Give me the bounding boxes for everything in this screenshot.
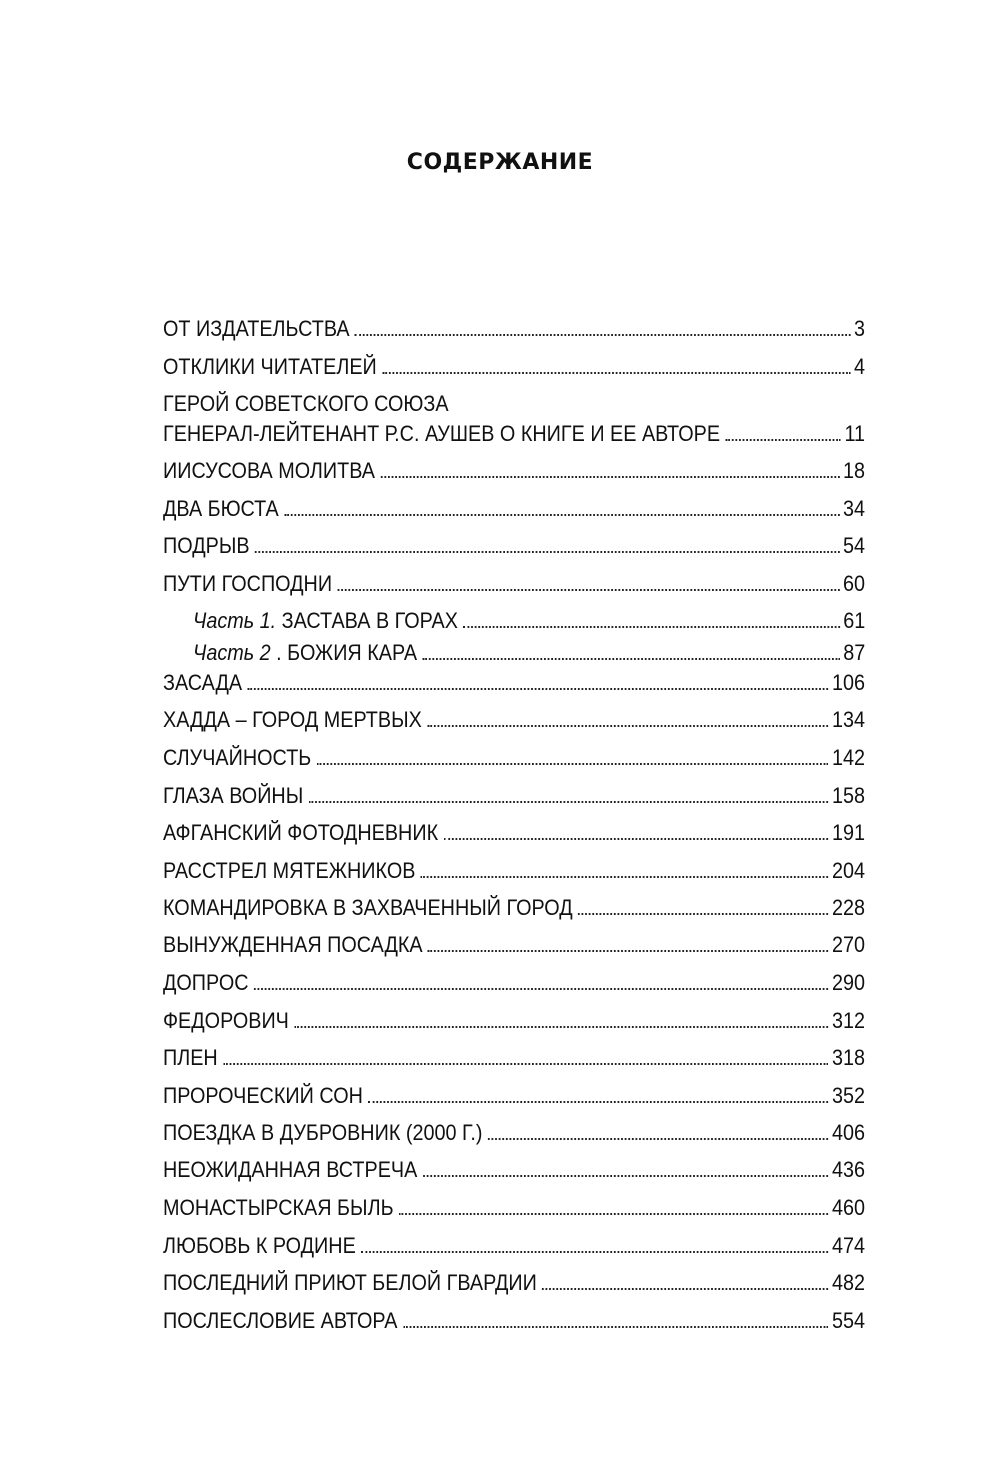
- dot-leader: [422, 658, 839, 660]
- toc-entry[interactable]: [163, 458, 865, 484]
- toc-entry[interactable]: [163, 970, 865, 996]
- toc-entry-label: НЕОЖИДАННАЯ ВСТРЕЧА: [163, 1157, 418, 1182]
- dot-leader: [368, 1101, 828, 1103]
- toc-page-number: 436: [831, 1157, 865, 1182]
- toc-entry-label: ОТ ИЗДАТЕЛЬСТВА: [163, 316, 350, 341]
- toc-page-number: 406: [831, 1120, 865, 1145]
- toc-page-number: 228: [831, 895, 865, 920]
- toc-entry-label: [193, 640, 417, 666]
- dot-leader: [254, 988, 828, 990]
- toc-part-prefix: Часть 1.: [193, 608, 277, 633]
- toc-entry[interactable]: [163, 1045, 865, 1071]
- toc-entry-label: МОНАСТЫРСКАЯ БЫЛЬ: [163, 1195, 394, 1220]
- toc-page-number: 87: [843, 640, 866, 665]
- toc-entry-label: ПОДРЫВ: [163, 533, 250, 558]
- dot-leader: [428, 950, 828, 952]
- toc-page-number: 4: [853, 354, 865, 379]
- dot-leader: [255, 551, 839, 553]
- dot-leader: [542, 1288, 828, 1290]
- toc-entry[interactable]: [163, 820, 865, 846]
- dot-leader: [488, 1138, 829, 1140]
- toc-part-title: . БОЖИЯ КАРА: [270, 640, 418, 665]
- toc-page-number: 106: [831, 670, 865, 695]
- toc-entry[interactable]: [163, 858, 865, 884]
- dot-leader: [421, 876, 829, 878]
- dot-leader: [309, 801, 829, 803]
- toc-page-number: 270: [831, 932, 865, 957]
- toc-entry-label: ОТКЛИКИ ЧИТАТЕЛЕЙ: [163, 354, 377, 379]
- dot-leader: [361, 1251, 828, 1253]
- toc-entry[interactable]: [163, 354, 865, 380]
- toc-entry[interactable]: [163, 670, 865, 696]
- toc-entry[interactable]: [163, 932, 865, 958]
- toc-entry-label: ИИСУСОВА МОЛИТВА: [163, 458, 375, 483]
- dot-leader: [578, 913, 828, 915]
- dot-leader: [355, 334, 850, 336]
- dot-leader: [247, 688, 828, 690]
- toc-entry-label: ЗАСАДА: [163, 670, 243, 695]
- toc-entry-label: АФГАНСКИЙ ФОТОДНЕВНИК: [163, 820, 439, 845]
- toc-entry[interactable]: [163, 421, 865, 447]
- toc-entry[interactable]: [163, 1120, 865, 1146]
- toc-subentry[interactable]: [193, 640, 865, 666]
- dot-leader: [399, 1213, 828, 1215]
- toc-entry[interactable]: [163, 1233, 865, 1259]
- toc-page-number: 3: [853, 316, 865, 341]
- toc-entry-label: ПРОРОЧЕСКИЙ СОН: [163, 1083, 363, 1108]
- toc-page-number: 290: [831, 970, 865, 995]
- toc-entry[interactable]: [163, 496, 865, 522]
- toc-page-number: 191: [831, 820, 865, 845]
- toc-page-number: 352: [831, 1083, 865, 1108]
- toc-page-number: 158: [831, 783, 865, 808]
- toc-entry-label: ПОЕЗДКА В ДУБРОВНИК (2000 Г.): [163, 1120, 483, 1145]
- toc-page-number: 60: [842, 571, 865, 596]
- toc-entry-label: ВЫНУЖДЕННАЯ ПОСАДКА: [163, 932, 423, 957]
- dot-leader: [725, 439, 840, 441]
- toc-page-number: 318: [831, 1045, 865, 1070]
- dot-leader: [284, 514, 839, 516]
- dot-leader: [382, 372, 850, 374]
- dot-leader: [427, 725, 828, 727]
- dot-leader: [444, 838, 829, 840]
- dot-leader: [337, 589, 839, 591]
- toc-page-number: 54: [842, 533, 865, 558]
- toc-entry[interactable]: [163, 533, 865, 559]
- toc-page-number: 34: [842, 496, 865, 521]
- dot-leader: [317, 763, 829, 765]
- toc-entry-label: ХАДДА – ГОРОД МЕРТВЫХ: [163, 707, 422, 732]
- toc-page-number: 554: [831, 1308, 865, 1333]
- toc-entry[interactable]: [163, 1008, 865, 1034]
- toc-entry-label: ПУТИ ГОСПОДНИ: [163, 571, 333, 596]
- toc-entry[interactable]: [163, 1083, 865, 1109]
- toc-entry-label-line1: ГЕРОЙ СОВЕТСКОГО СОЮЗА: [163, 391, 449, 416]
- toc-page-number: 18: [842, 458, 865, 483]
- dot-leader: [294, 1026, 828, 1028]
- toc-page-number: 61: [843, 608, 866, 633]
- toc-entry[interactable]: [163, 783, 865, 809]
- toc-entry-label: ПОСЛЕСЛОВИЕ АВТОРА: [163, 1308, 398, 1333]
- toc-entry-label: ДВА БЮСТА: [163, 496, 279, 521]
- dot-leader: [403, 1326, 829, 1328]
- toc-page-number: 460: [831, 1195, 865, 1220]
- toc-subentry[interactable]: [193, 608, 865, 634]
- toc-entry-label: ЛЮБОВЬ К РОДИНЕ: [163, 1233, 356, 1258]
- toc-page-number: 312: [831, 1008, 865, 1033]
- toc-entry-label: КОМАНДИРОВКА В ЗАХВАЧЕННЫЙ ГОРОД: [163, 895, 573, 920]
- page-title: СОДЕРЖАНИЕ: [406, 150, 594, 175]
- toc-entry[interactable]: [163, 1157, 865, 1183]
- toc-entry-label: ГЛАЗА ВОЙНЫ: [163, 783, 304, 808]
- toc-page-number: 474: [831, 1233, 865, 1258]
- dot-leader: [463, 626, 839, 628]
- toc-part-title: ЗАСТАВА В ГОРАХ: [276, 608, 458, 633]
- toc-entry-label: [193, 608, 458, 634]
- toc-entry-label: СЛУЧАЙНОСТЬ: [163, 745, 312, 770]
- toc-entry-label: ПОСЛЕДНИЙ ПРИЮТ БЕЛОЙ ГВАРДИИ: [163, 1270, 537, 1295]
- dot-leader: [423, 1175, 829, 1177]
- toc-entry[interactable]: [163, 1270, 865, 1296]
- toc-entry[interactable]: [163, 895, 865, 921]
- toc-page-number: 204: [831, 858, 865, 883]
- toc-entry-label: ПЛЕН: [163, 1045, 218, 1070]
- dot-leader: [380, 476, 839, 478]
- toc-entry[interactable]: [163, 1195, 865, 1221]
- toc-entry-label: ДОПРОС: [163, 970, 249, 995]
- toc-entry-label: ГЕНЕРАЛ-ЛЕЙТЕНАНТ Р.С. АУШЕВ О КНИГЕ И ЕЕ АВТОРЕ: [163, 421, 721, 446]
- toc-page-number: 482: [831, 1270, 865, 1295]
- toc-entry[interactable]: [163, 745, 865, 771]
- toc-page-number: 134: [831, 707, 865, 732]
- toc-entry-label: ФЕДОРОВИЧ: [163, 1008, 289, 1033]
- toc-part-prefix: Часть 2: [193, 640, 271, 665]
- toc-entry[interactable]: [163, 707, 865, 733]
- toc-entry[interactable]: [163, 571, 865, 597]
- dot-leader: [223, 1063, 828, 1065]
- toc-entry[interactable]: [163, 316, 865, 342]
- toc-page-number: 11: [844, 421, 865, 446]
- toc-entry[interactable]: [163, 1308, 865, 1334]
- toc-entry-label: РАССТРЕЛ МЯТЕЖНИКОВ: [163, 858, 416, 883]
- toc-page-number: 142: [831, 745, 865, 770]
